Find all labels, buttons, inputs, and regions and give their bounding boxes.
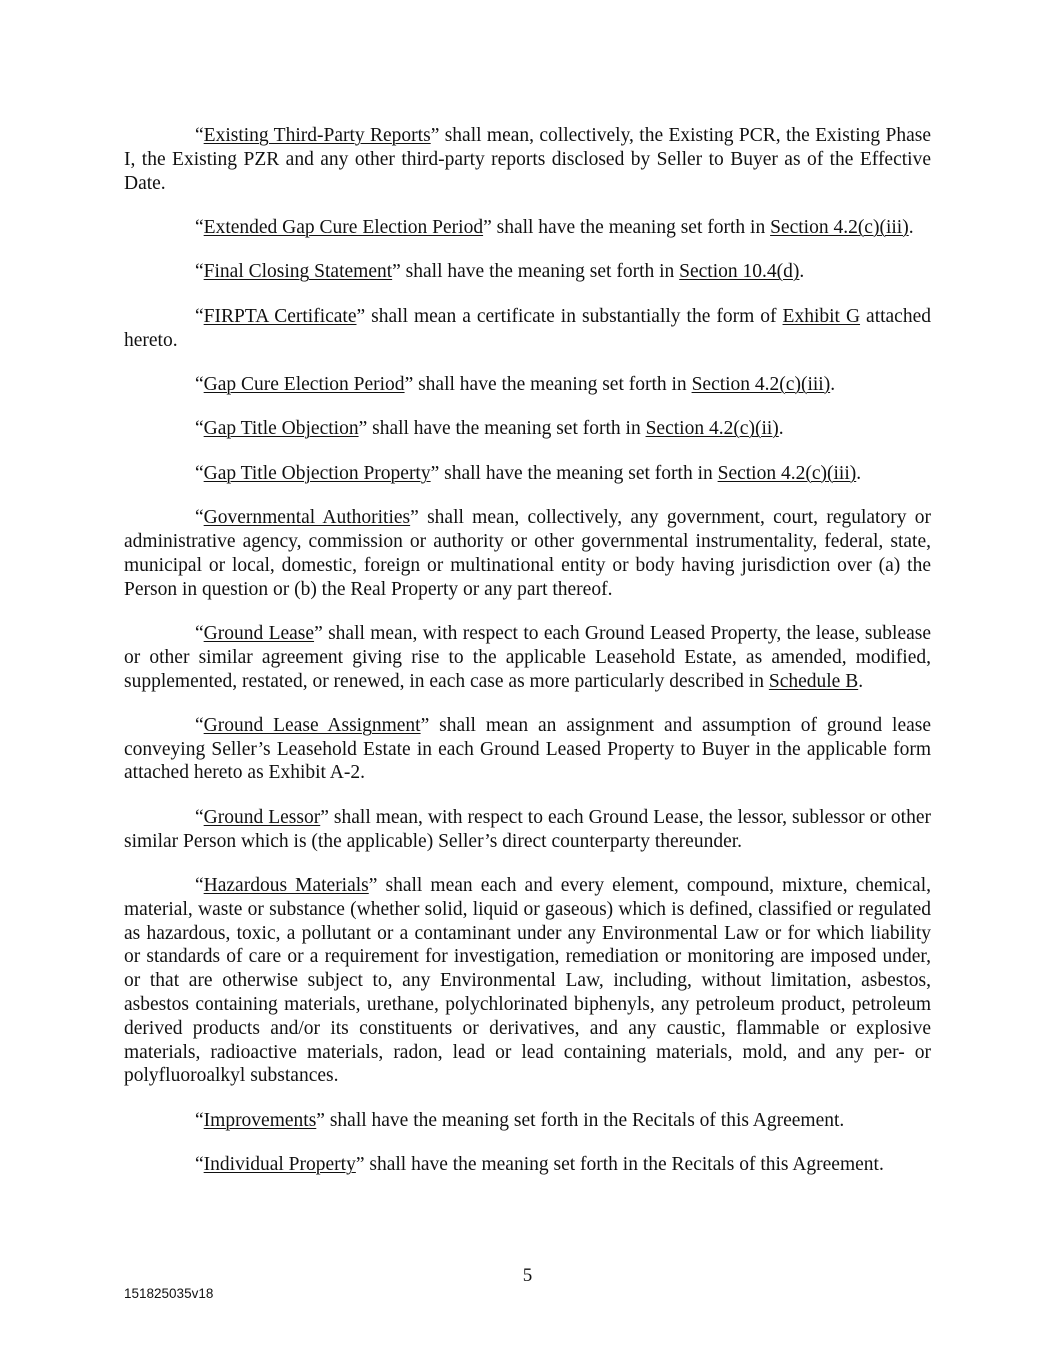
- defined-term: Ground Lease Assignment: [203, 714, 421, 736]
- definition-text: ” shall have the meaning set forth in: [430, 462, 718, 484]
- definition-text: “: [195, 216, 204, 238]
- definition-gap-title-objection: [124, 417, 931, 441]
- definition-text: ” shall have the meaning set forth in the Recitals of this Agreement.: [355, 1154, 884, 1176]
- definition-gap-title-objection-property: [124, 462, 931, 486]
- definition-firpta-certificate: [124, 305, 931, 353]
- definition-extended-gap-cure-election-period: [124, 216, 931, 240]
- definitions-list: [124, 124, 931, 1177]
- definition-hazardous-materials: [124, 874, 931, 1088]
- defined-term: Gap Title Objection: [203, 418, 359, 440]
- defined-term: Gap Title Objection Property: [203, 462, 431, 484]
- definition-text: attached hereto.: [124, 305, 931, 351]
- definition-governmental-authorities: [124, 506, 931, 601]
- definition-text: .: [856, 462, 862, 484]
- definition-text: ” shall mean, collectively, any government, court, regulatory or administrative agency, commission or authority or other governmental instrumentality, federal, state, municipal or local, domestic, foreign or multinational entity or body having jurisdiction over (a) the Person in question or (b) the Real Property or any part thereof.: [124, 507, 931, 600]
- cross-reference: Section 10.4(d): [679, 261, 800, 283]
- definition-text: “: [195, 125, 204, 146]
- definition-text: “: [195, 1109, 204, 1131]
- cross-reference: Schedule B: [768, 670, 859, 692]
- cross-reference: Section 4.2(c)(iii): [770, 216, 909, 238]
- defined-term: Existing Third-Party Reports: [203, 125, 431, 146]
- definition-text: ” shall have the meaning set forth in: [358, 418, 646, 440]
- definition-individual-property: [124, 1153, 931, 1177]
- definition-text: .: [858, 670, 864, 692]
- definition-text: .: [799, 261, 805, 283]
- page-number: 5: [522, 1265, 533, 1286]
- definition-ground-lease: [124, 622, 931, 693]
- cross-reference: Section 4.2(c)(ii): [645, 418, 779, 440]
- definition-text: “: [195, 261, 204, 283]
- definition-text: “: [195, 418, 204, 440]
- defined-term: FIRPTA Certificate: [203, 305, 357, 327]
- cross-reference: Exhibit G: [782, 305, 861, 327]
- definition-text: “: [195, 462, 204, 484]
- definition-text: ” shall mean, collectively, the Existing PCR, the Existing Phase I, the Existing PZR and any other third-party reports disclosed by Seller to Buyer as of the Effective Date.: [124, 125, 931, 194]
- definition-text: ” shall have the meaning set forth in the Recitals of this Agreement.: [316, 1109, 845, 1131]
- definition-text: “: [195, 507, 204, 529]
- definition-existing-third-party-reports: [124, 124, 931, 195]
- definition-text: ” shall mean each and every element, compound, mixture, chemical, material, waste or substance (whether solid, liquid or gaseous) which is defined, classified or regulated as hazardous, toxic, a pollutant or a contaminant under any Environmental Law or for which liability or standards of care or a requirement for investigation, remediation or monitoring are imposed under, or that are otherwise subject to, any Environmental Law, including, without limitation, asbestos, asbestos containing materials, urethane, polychlorinated biphenyls, any petroleum product, petroleum derived products and/or its constituents or derivatives, and any caustic, flammable or explosive materials, radioactive materials, radon, lead or lead containing materials, mold, and any per- or polyfluoroalkyl substances.: [124, 875, 931, 1087]
- defined-term: Ground Lessor: [203, 806, 321, 828]
- definition-ground-lease-assignment: [124, 714, 931, 785]
- defined-term: Individual Property: [203, 1154, 356, 1176]
- definition-text: ” shall have the meaning set forth in: [404, 373, 692, 395]
- definition-text: .: [778, 418, 784, 440]
- definition-final-closing-statement: [124, 260, 931, 284]
- defined-term: Hazardous Materials: [203, 875, 369, 897]
- definition-text: “: [195, 714, 204, 736]
- defined-term: Governmental Authorities: [203, 507, 411, 529]
- definition-text: “: [195, 806, 204, 828]
- defined-term: Extended Gap Cure Election Period: [203, 216, 484, 238]
- document-id: 151825035v18: [124, 1286, 214, 1301]
- definition-text: ” shall have the meaning set forth in: [392, 261, 680, 283]
- definition-gap-cure-election-period: [124, 373, 931, 397]
- defined-term: Improvements: [203, 1109, 317, 1131]
- defined-term: Final Closing Statement: [203, 261, 393, 283]
- definition-text: “: [195, 622, 204, 644]
- definition-text: ” shall mean, with respect to each Ground Leased Property, the lease, sublease or other similar agreement giving rise to the applicable Leasehold Estate, as amended, modified, supplemented, restated, or renewed, in each case as more particularly described in: [124, 622, 931, 692]
- document-body: [124, 124, 931, 1198]
- defined-term: Gap Cure Election Period: [203, 373, 405, 395]
- defined-term: Ground Lease: [203, 622, 315, 644]
- definition-text: ” shall have the meaning set forth in: [483, 216, 771, 238]
- definition-improvements: [124, 1109, 931, 1133]
- definition-text: .: [830, 373, 836, 395]
- definition-text: “: [195, 373, 204, 395]
- definition-text: “: [195, 875, 204, 897]
- cross-reference: Section 4.2(c)(iii): [691, 373, 831, 395]
- definition-text: “: [195, 305, 204, 327]
- definition-text: “: [195, 1154, 204, 1176]
- cross-reference: Section 4.2(c)(iii): [717, 462, 857, 484]
- definition-text: ” shall mean a certificate in substantially the form of: [356, 305, 783, 327]
- definition-text: ” shall mean an assignment and assumption of ground lease conveying Seller’s Leasehold Estate in each Ground Leased Property to Buyer in the applicable form attached hereto as Exhibit A-2.: [124, 714, 931, 784]
- definition-ground-lessor: [124, 806, 931, 854]
- definition-text: ” shall mean, with respect to each Ground Lease, the lessor, sublessor or other similar Person which is (the applicable) Seller’s direct counterparty thereunder.: [124, 806, 931, 852]
- definition-text: .: [908, 216, 914, 238]
